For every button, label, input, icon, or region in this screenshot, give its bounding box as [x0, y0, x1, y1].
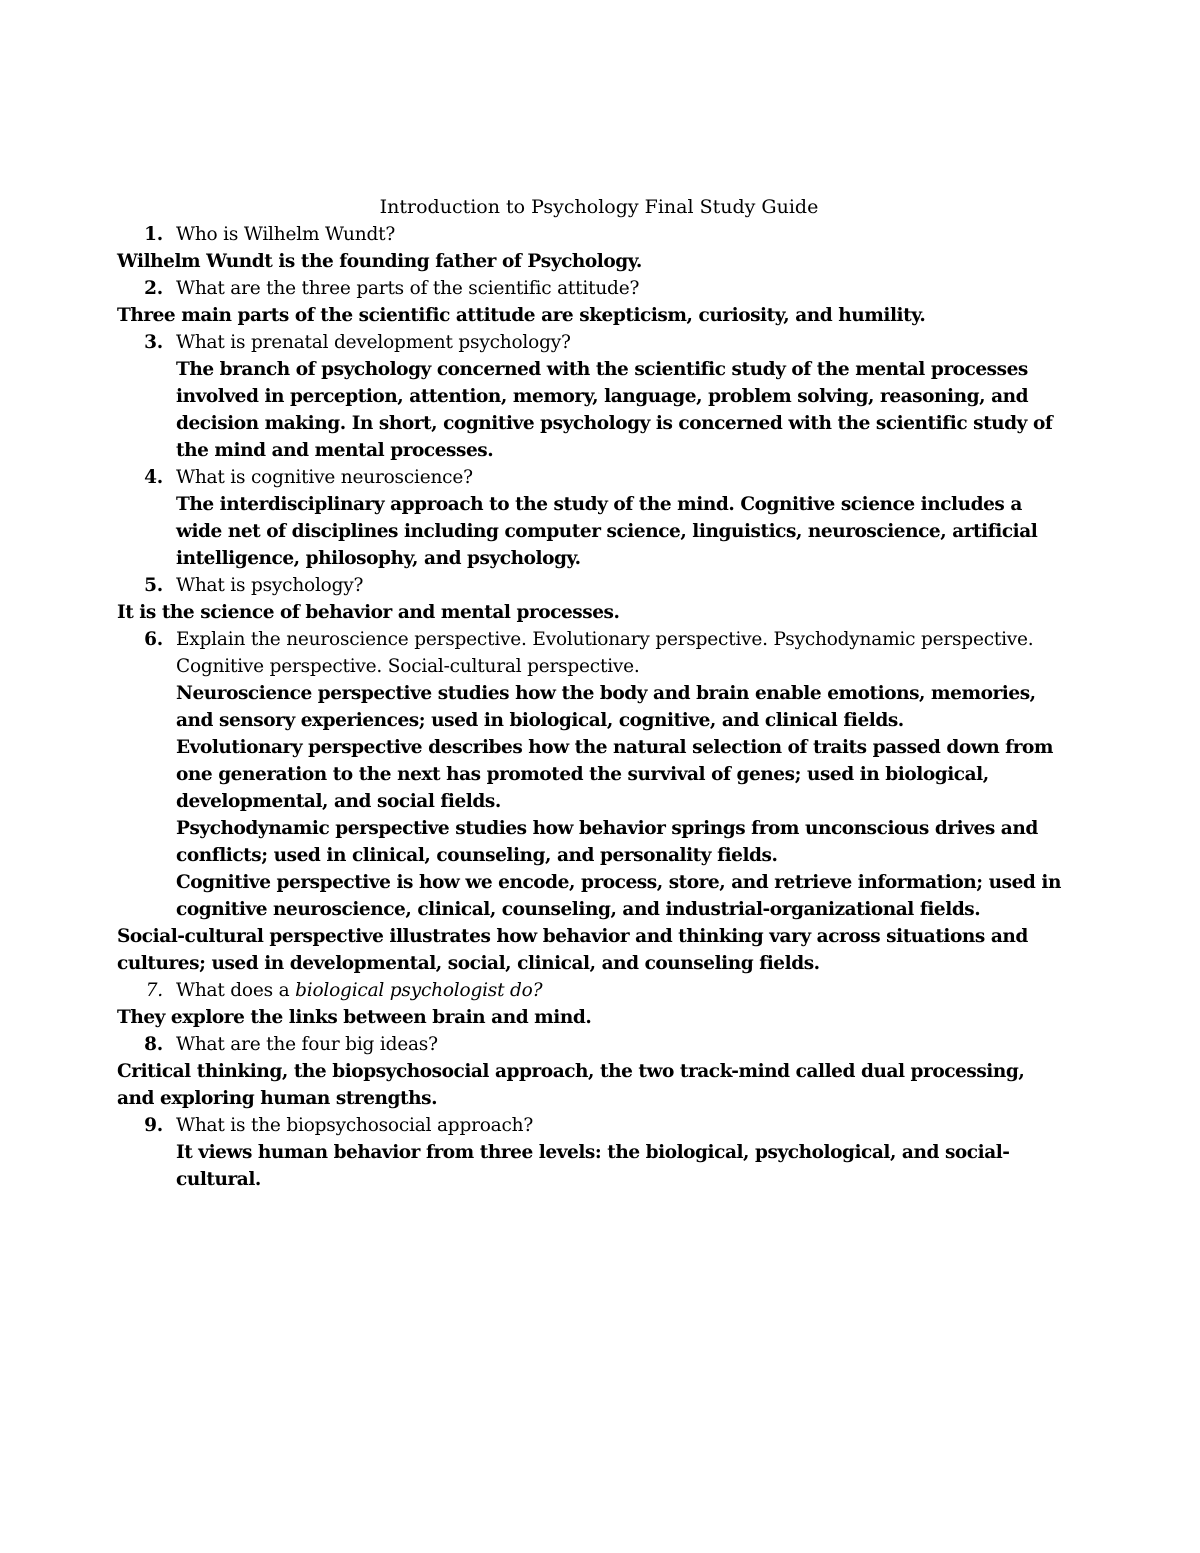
- question-6: [117, 626, 1067, 680]
- question-number: 5.: [144, 575, 163, 596]
- question-8: [117, 1031, 1067, 1058]
- answer-8: Critical thinking, the biopsychosocial approach, the two track-mind called dual processing, and exploring human strengths.: [117, 1061, 1025, 1109]
- question-text: What is psychology?: [176, 575, 364, 596]
- question-4: [117, 464, 1067, 491]
- question-number: 2.: [144, 278, 163, 299]
- question-number: 8.: [144, 1034, 163, 1055]
- question-number: 4.: [144, 467, 163, 488]
- question-5: [117, 572, 1067, 599]
- study-guide-page: [117, 194, 1067, 1193]
- question-text: What is the biopsychosocial approach?: [176, 1115, 534, 1136]
- question-number: 7.: [145, 980, 163, 1001]
- question-9: [117, 1112, 1067, 1139]
- question-3: [117, 329, 1067, 356]
- answer-6-cognitive: Cognitive perspective is how we encode, process, store, and retrieve information; used in cognitive neuroscience, clinical, counseling, and industrial-organizational fields.: [176, 872, 1061, 920]
- question-number: 6.: [144, 629, 163, 650]
- question-1: [117, 221, 1067, 248]
- answer-6-psychodynamic: Psychodynamic perspective studies how behavior springs from unconscious drives and conflicts; used in clinical, counseling, and personality fields.: [176, 818, 1038, 866]
- answer-6-evolutionary: Evolutionary perspective describes how the natural selection of traits passed down from one generation to the next has promoted the survival of genes; used in biological, developmental, and social fields.: [176, 737, 1054, 812]
- question-text-italic: biological psychologist do?: [295, 980, 543, 1001]
- question-text: [176, 977, 1067, 1004]
- question-text: Who is Wilhelm Wundt?: [176, 224, 396, 245]
- question-text: What is prenatal development psychology?: [176, 332, 571, 353]
- question-number: 9.: [144, 1115, 163, 1136]
- answer-7: They explore the links between brain and mind.: [117, 1007, 592, 1028]
- answer-4: The interdisciplinary approach to the study of the mind. Cognitive science includes a wide net of disciplines including computer science, linguistics, neuroscience, artificial intelligence, philosophy, and psychology.: [176, 494, 1038, 569]
- document-title: Introduction to Psychology Final Study Guide: [379, 196, 819, 218]
- question-text: Explain the neuroscience perspective. Evolutionary perspective. Psychodynamic perspective. Cognitive perspective. Social-cultural perspective.: [176, 629, 1034, 677]
- answer-3: The branch of psychology concerned with the scientific study of the mental processes involved in perception, attention, memory, language, problem solving, reasoning, and decision making. In short, cognitive psychology is concerned with the scientific study of the mind and mental processes.: [176, 359, 1053, 461]
- answer-6-neuroscience: Neuroscience perspective studies how the body and brain enable emotions, memories, and sensory experiences; used in biological, cognitive, and clinical fields.: [176, 683, 1036, 731]
- question-text: What is cognitive neuroscience?: [176, 467, 473, 488]
- answer-6-social-cultural: Social-cultural perspective illustrates how behavior and thinking vary across situations and cultures; used in developmental, social, clinical, and counseling fields.: [117, 926, 1028, 974]
- question-2: [117, 275, 1067, 302]
- question-text: What are the four big ideas?: [176, 1034, 438, 1055]
- answer-5: It is the science of behavior and mental processes.: [117, 602, 620, 623]
- answer-2: Three main parts of the scientific attitude are skepticism, curiosity, and humility.: [117, 305, 926, 326]
- question-number: 1.: [144, 224, 163, 245]
- answer-1: Wilhelm Wundt is the founding father of Psychology.: [117, 251, 642, 272]
- answer-9: It views human behavior from three levels: the biological, psychological, and social-cultural.: [176, 1142, 1010, 1190]
- question-7: [117, 977, 1067, 1004]
- question-text-prefix: What does a: [176, 980, 296, 1001]
- question-number: 3.: [144, 332, 163, 353]
- question-text: What are the three parts of the scientific attitude?: [176, 278, 640, 299]
